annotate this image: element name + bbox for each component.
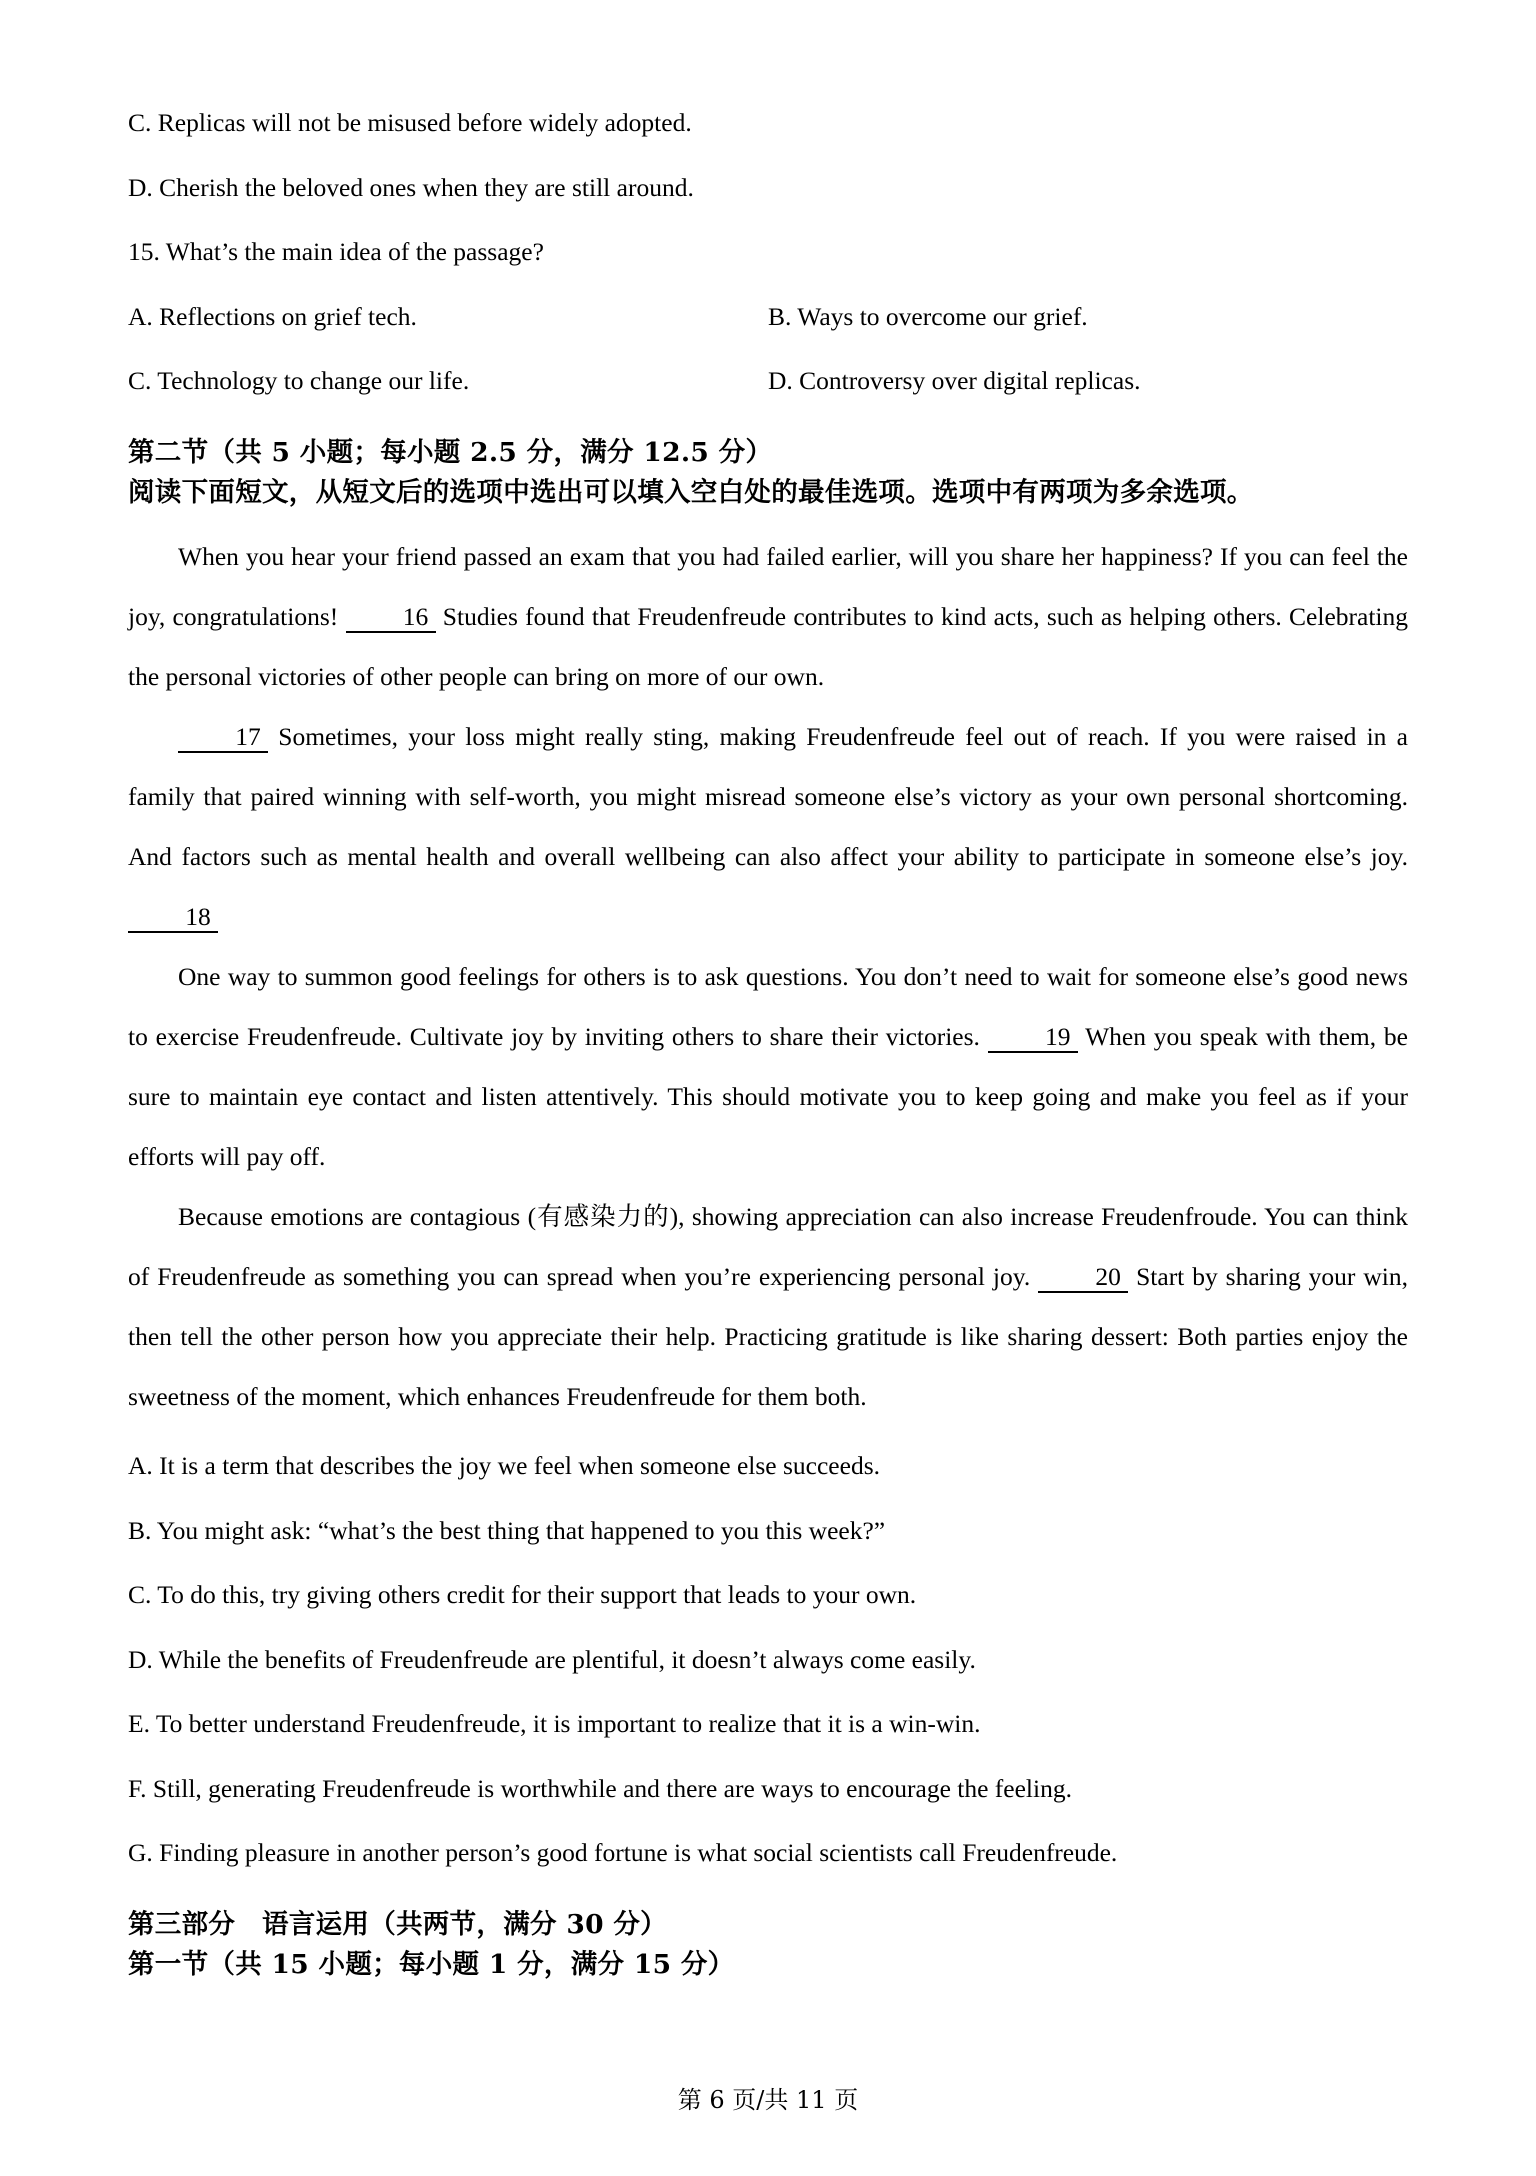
blank-17: 17 <box>178 724 268 753</box>
spacer <box>128 513 1408 527</box>
question-15-option-c: C. Technology to change our life. <box>128 366 470 395</box>
blank-20: 20 <box>1038 1264 1128 1293</box>
passage-paragraph-3 <box>128 947 1408 1187</box>
choice-g: G. Finding pleasure in another person’s good fortune is what social scientists call Freudenfreude. <box>128 1838 1118 1868</box>
choice-c: C. To do this, try giving others credit for their support that leads to your own. <box>128 1580 917 1610</box>
question-15-option-a: A. Reflections on grief tech. <box>128 301 417 331</box>
cloze-passage <box>128 527 1408 1427</box>
question-15-options-row-cd <box>128 368 1408 394</box>
blank-16: 16 <box>346 604 436 633</box>
spacer <box>128 1427 1408 1453</box>
passage-p1-text-a: When you hear your friend passed an exam that you had failed earlier, will you share her happiness? If you can feel the joy, congratulations! <box>128 542 1408 632</box>
choice-b: B. You might ask: “what’s the best thing that happened to you this week?” <box>128 1515 886 1545</box>
question-15-option-b: B. Ways to overcome our grief. <box>768 301 1088 331</box>
choice-a: A. It is a term that describes the joy we feel when someone else succeeds. <box>128 1451 880 1481</box>
passage-paragraph-4 <box>128 1187 1408 1427</box>
question-14-option-d: D. Cherish the beloved ones when they are still around. <box>128 172 694 202</box>
passage-p2-text-a: Sometimes, your loss might really sting, making Freudenfreude feel out of reach. If you were raised in a family that paired winning with self-worth, you might misread someone else’s victory as your own personal shortcoming. And factors such as mental health and overall wellbeing can also affect your ability to participate in someone else’s joy. <box>128 722 1408 872</box>
section-two-heading: 第二节（共 5 小题；每小题 2.5 分，满分 12.5 分） <box>128 436 773 468</box>
passage-p1-text-b: Studies found that Freudenfreude contributes to kind acts, such as helping others. Celebrating the personal victories of other people can bring on more of our own. <box>128 602 1409 692</box>
page-footer: 第 6 页/共 11 页 <box>677 2086 859 2114</box>
question-14-option-c: C. Replicas will not be misused before widely adopted. <box>128 108 692 137</box>
passage-paragraph-1 <box>128 527 1408 707</box>
choice-e: E. To better understand Freudenfreude, it is important to realize that it is a win-win. <box>128 1709 981 1739</box>
section-three-subheading: 第一节（共 15 小题；每小题 1 分，满分 15 分） <box>128 1948 735 1980</box>
question-15-stem: 15. What’s the main idea of the passage? <box>128 237 544 266</box>
question-15-option-d: D. Controversy over digital replicas. <box>768 366 1141 395</box>
blank-18: 18 <box>128 904 218 933</box>
passage-p4-text-b: Start by sharing your win, then tell the other person how you appreciate their help. Practicing gratitude is like sharing dessert: Both parties enjoy the sweetness of the moment, which enhances Freudenfreude for them both. <box>128 1262 1408 1412</box>
blank-19: 19 <box>988 1024 1078 1053</box>
passage-p4-text-a: Because emotions are contagious (有感染力的), showing appreciation can also increase Freudenfroude. You can think of Freudenfreude as something you can spread when you’re experiencing personal joy. <box>128 1202 1408 1292</box>
passage-paragraph-2 <box>128 707 1408 947</box>
question-15-options-row-ab <box>128 301 1408 331</box>
section-three-heading: 第三部分 语言运用（共两节，满分 30 分） <box>128 1908 667 1940</box>
choice-d: D. While the benefits of Freudenfreude are plentiful, it doesn’t always come easily. <box>128 1644 976 1674</box>
passage-p3-text-a: One way to summon good feelings for others is to ask questions. You don’t need to wait for someone else’s good news to exercise Freudenfreude. Cultivate joy by inviting others to share their victories. <box>128 962 1408 1052</box>
choice-f: F. Still, generating Freudenfreude is worthwhile and there are ways to encourage the feeling. <box>128 1773 1072 1803</box>
section-two-instruction: 阅读下面短文，从短文后的选项中选出可以填入空白处的最佳选项。选项中有两项为多余选项。 <box>128 476 1254 508</box>
passage-p3-text-b: When you speak with them, be sure to maintain eye contact and listen attentively. This should motivate you to keep going and make you feel as if your efforts will pay off. <box>128 1022 1408 1172</box>
